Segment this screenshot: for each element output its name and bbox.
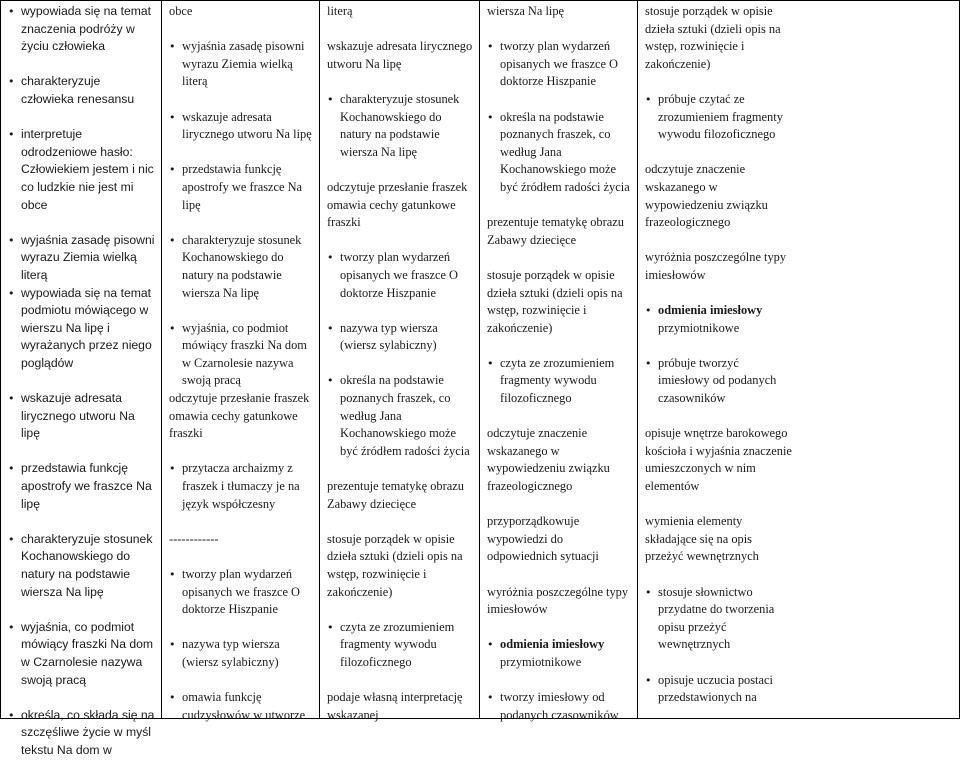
cell-entry: wymienia elementy składające się na opis przeżyć wewnętrznych: [645, 514, 759, 564]
cell-entry: • tworzy plan wydarzeń opisanych we fraszce O doktorze Hiszpanie: [169, 566, 313, 619]
cell-entry: • przytacza archaizmy z fraszek i tłumaczy je na język współczesny: [169, 460, 313, 513]
column-3: [320, 1, 480, 722]
cell-entry: • wskazuje adresata lirycznego utworu Na lipę: [8, 390, 155, 443]
cell-entry: stosuje porządek w opisie dzieła sztuki (dzieli opis na wstęp, rozwinięcie i zakończenie): [487, 267, 623, 335]
column-2: [162, 1, 320, 722]
cell-entry: obce: [169, 4, 193, 18]
cell-entry: odczytuje znaczenie wskazanego w wypowiedzeniu związku frazeologicznego: [487, 426, 610, 494]
cell-entry: • tworzy plan wydarzeń opisanych we fraszce O doktorze Hiszpanie: [487, 38, 631, 91]
cell-entry: • przedstawia funkcję apostrofy we fraszce Na lipę: [8, 460, 155, 513]
cell-entry: • charakteryzuje człowieka renesansu: [8, 73, 155, 108]
cell-entry: • interpretuje odrodzeniowe hasło: Człowiekiem jestem i nic co ludzkie nie jest mi obce: [8, 126, 155, 214]
cell-entry: • charakteryzuje stosunek Kochanowskiego do natury na podstawie wiersza Na lipę: [169, 232, 313, 302]
cell-entry: • czyta ze zrozumieniem fragmenty wywodu filozoficznego: [487, 355, 631, 408]
cell-entry: opisuje wnętrze barokowego kościoła i wyjaśnia znaczenie umieszczonych w nim elementów: [645, 426, 792, 494]
cell-entry: przyporządkowuje wypowiedzi do odpowiednich sytuacji: [487, 514, 599, 564]
cell-entry: podaje własną interpretację wskazanej: [327, 690, 463, 722]
column-4: [480, 1, 638, 722]
cell-entry: • nazywa typ wiersza (wiersz sylabiczny): [327, 320, 473, 355]
cell-entry: • charakteryzuje stosunek Kochanowskiego do natury na podstawie wiersza Na lipę: [8, 531, 155, 601]
cell-entry: odczytuje znaczenie wskazanego w wypowiedzeniu związku frazeologicznego: [645, 162, 768, 230]
cell-entry: • próbuje tworzyć imiesłowy od podanych czasowników: [645, 355, 792, 408]
cell-entry: • odmienia imiesłowy przymiotnikowe: [645, 302, 792, 337]
cell-entry: • wyjaśnia, co podmiot mówiący fraszki Na dom w Czarnolesie nazywa swoją pracą: [169, 320, 313, 390]
cell-entry: • stosuje słownictwo przydatne do tworzenia opisu przeżyć wewnętrznych: [645, 584, 792, 654]
cell-entry: odczytuje przesłanie fraszek omawia cechy gatunkowe fraszki: [327, 179, 468, 230]
cell-entry: wskazuje adresata lirycznego utworu Na lipę: [327, 39, 473, 71]
cell-entry: prezentuje tematykę obrazu Zabawy dziecięce: [327, 479, 464, 511]
cell-entry: • wyjaśnia zasadę pisowni wyrazu Ziemia wielką literą: [169, 38, 313, 91]
cell-entry: literą: [327, 4, 353, 18]
cell-entry: • charakteryzuje stosunek Kochanowskiego do natury na podstawie wiersza Na lipę: [327, 91, 473, 161]
cell-entry: • określa na podstawie poznanych fraszek, co według Jana Kochanowskiego może być źródłem radości życia: [327, 372, 473, 460]
cell-entry: • próbuje czytać ze zrozumieniem fragmenty wywodu filozoficznego: [645, 91, 792, 144]
cell-entry: • tworzy plan wydarzeń opisanych we fraszce O doktorze Hiszpanie: [327, 249, 473, 302]
cell-entry: • opisuje uczucia postaci przedstawionych na: [645, 672, 792, 707]
cell-entry: • wyjaśnia, co podmiot mówiący fraszki Na dom w Czarnolesie nazywa swoją pracą: [8, 619, 155, 689]
cell-entry: stosuje porządek w opisie dzieła sztuki (dzieli opis na wstęp, rozwinięcie i zakończenie): [327, 531, 463, 599]
cell-entry: stosuje porządek w opisie dzieła sztuki (dzieli opis na wstęp, rozwinięcie i zakończenie): [645, 4, 781, 71]
cell-entry: • określa na podstawie poznanych fraszek, co według Jana Kochanowskiego może być źródłem radości życia: [487, 109, 631, 197]
cell-entry: • wyjaśnia zasadę pisowni wyrazu Ziemia wielką literą: [8, 232, 155, 285]
cell-entry: • tworzy imiesłowy od podanych czasowników: [487, 689, 631, 724]
cell-entry: wyróżnia poszczególne typy imiesłowów: [487, 584, 629, 617]
cell-entry: • wskazuje adresata lirycznego utworu Na lipę: [169, 109, 313, 144]
cell-entry: • przedstawia funkcję apostrofy we fraszce Na lipę: [169, 161, 313, 214]
cell-entry: • czyta ze zrozumieniem fragmenty wywodu filozoficznego: [327, 619, 473, 672]
column-1: [1, 1, 162, 757]
cell-entry: ------------: [169, 531, 219, 546]
cell-entry: • odmienia imiesłowy przymiotnikowe: [487, 636, 631, 671]
column-5: [638, 1, 798, 718]
cell-entry: odczytuje przesłanie fraszek omawia cechy gatunkowe fraszki: [169, 391, 310, 441]
cell-entry: wyróżnia poszczególne typy imiesłowów: [645, 250, 787, 282]
cell-entry: • omawia funkcję cudzysłowów w utworze: [169, 689, 313, 724]
cell-entry: • określa, co składa się na szczęśliwe życie w myśl tekstu Na dom w: [8, 707, 155, 760]
cell-entry: wiersza Na lipę: [487, 4, 565, 18]
cell-entry: • nazywa typ wiersza (wiersz sylabiczny): [169, 636, 313, 671]
cell-entry: prezentuje tematykę obrazu Zabawy dziecięce: [487, 215, 624, 247]
cell-entry: • wypowiada się na temat podmiotu mówiącego w wierszu Na lipę i wyrażanych przez niego poglądów: [8, 285, 155, 373]
cell-entry: • wypowiada się na temat znaczenia podróży w życiu człowieka: [8, 3, 155, 56]
